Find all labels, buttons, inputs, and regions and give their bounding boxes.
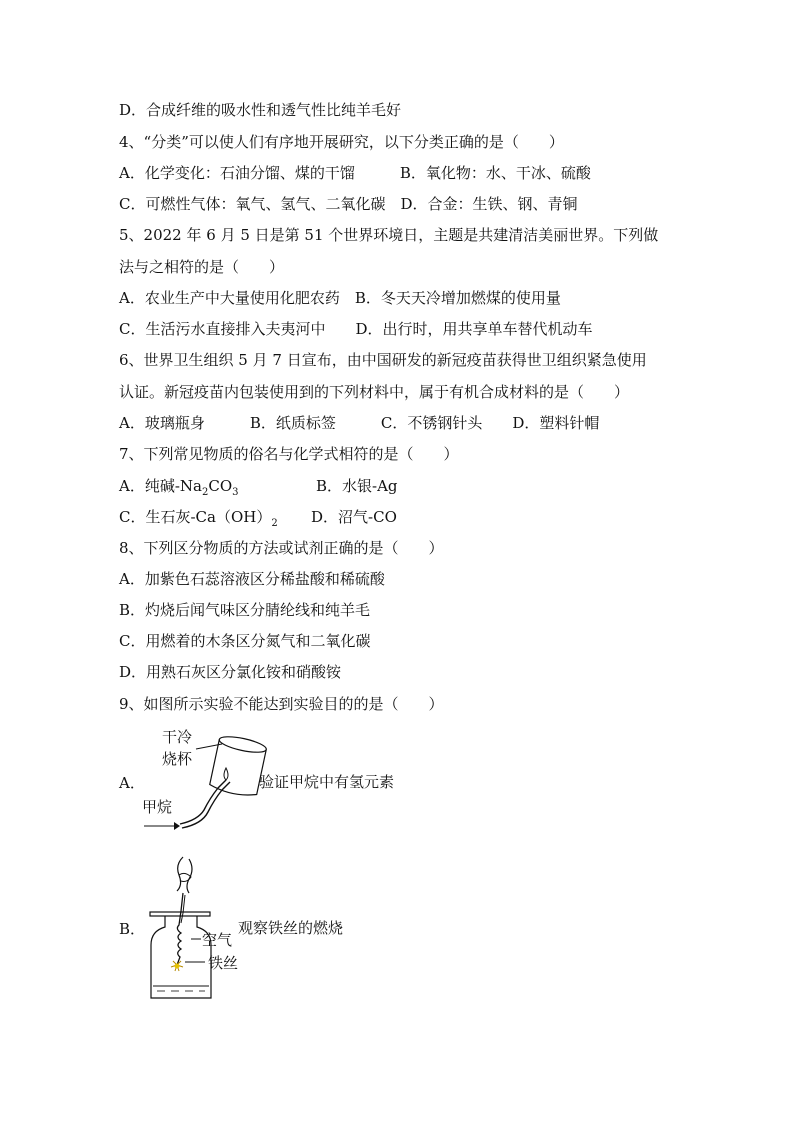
question-7-option-b: B．水银-Ag [316,477,398,495]
methane-label: 甲烷 [142,798,173,816]
question-7-option-c [119,507,278,534]
question-6-stem-line1: 6、世界卫生组织 5 月 7 日宣布，由中国研发的新冠疫苗获得世卫组织紧急使用 [119,351,647,369]
option-a-mid: CO [208,477,233,495]
iron-wire-bottle-figure [145,855,245,1003]
question-9-option-b-label: B． [119,920,146,938]
question-7-option-a [119,476,239,503]
subscript-3: 3 [232,487,239,498]
question-9-stem: 9、如图所示实验不能达到实验目的的是（ ） [119,695,444,713]
question-5-options-ab: A．农业生产中大量使用化肥农药 B．冬天天冷增加燃煤的使用量 [119,289,561,307]
question-5-stem-line2: 法与之相符的是（ ） [119,258,285,276]
question-8-stem: 8、下列区分物质的方法或试剂正确的是（ ） [119,539,444,557]
question-9-option-a-label: A． [119,774,145,792]
question-9-option-b-caption: 观察铁丝的燃烧 [238,919,344,937]
flame-icon [224,768,228,780]
beaker-label-line1: 干冷 [162,728,193,746]
air-label: 空气 [202,931,233,949]
gas-tube [180,780,226,824]
question-5-options-cd: C．生活污水直接排入夫夷河中 D．出行时，用共享单车替代机动车 [119,320,593,338]
question-8-option-a: A．加紫色石蕊溶液区分稀盐酸和稀硫酸 [119,570,385,588]
question-6-options: A．玻璃瓶身 B．纸质标签 C．不锈钢针头 D．塑料针帽 [119,414,600,432]
subscript-2: 2 [201,487,209,498]
question-9-option-a-caption: 验证甲烷中有氢元素 [259,773,395,791]
question-5-stem-line1: 5、2022 年 6 月 5 日是第 51 个世界环境日，主题是共建清洁美丽世界。下列做 [119,226,659,244]
iron-wire-label: 铁丝 [208,954,239,972]
question-7-option-d: D．沼气-CO [311,508,397,526]
option-c-prefix: C．生石灰-Ca（OH） [119,508,272,526]
question-4-stem: 4、“分类”可以使人们有序地开展研究，以下分类正确的是（ ） [119,133,564,151]
subscript-2: 2 [271,518,278,529]
question-8-option-d: D．用熟石灰区分氯化铵和硝酸铵 [119,663,342,681]
beaker-label-line2: 烧杯 [162,750,193,768]
question-7-stem: 7、下列常见物质的俗名与化学式相符的是（ ） [119,445,459,463]
question-4-options-cd: C．可燃性气体：氧气、氢气、二氧化碳 D．合金：生铁、钢、青铜 [119,195,578,213]
iron-wire-coil [177,893,183,965]
question-8-option-b: B．灼烧后闻气味区分腈纶线和纯羊毛 [119,601,371,619]
question-6-stem-line2: 认证。新冠疫苗内包装使用到的下列材料中，属于有机合成材料的是（ ） [119,383,630,401]
question-8-option-c: C．用燃着的木条区分氮气和二氧化碳 [119,632,371,650]
question-4-options-ab: A．化学变化：石油分馏、煤的干馏 B．氧化物：水、干冰、硫酸 [119,164,591,182]
line-d-synthetic-fiber: D．合成纤维的吸水性和透气性比纯羊毛好 [119,101,402,119]
option-a-prefix: A．纯碱-Na [119,477,202,495]
methane-beaker-figure [140,722,270,834]
